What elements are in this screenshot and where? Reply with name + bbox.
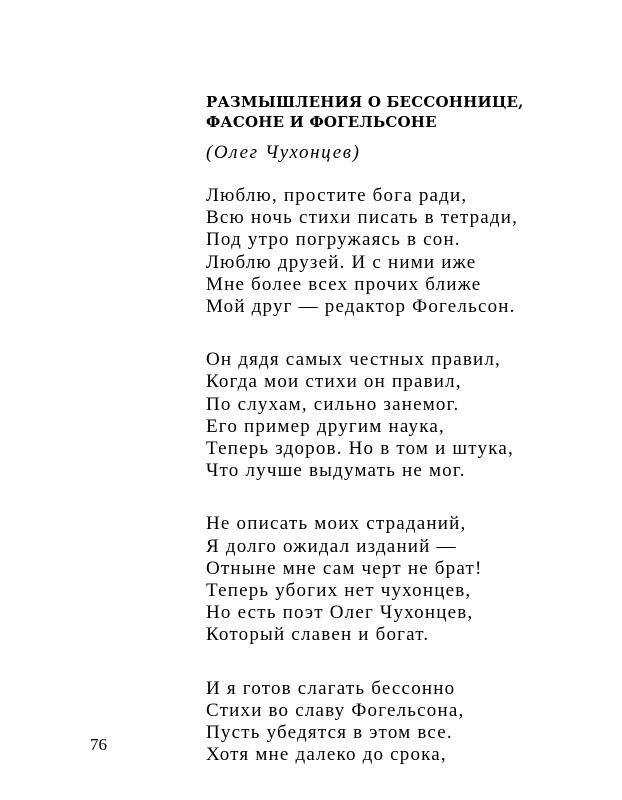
stanza-1 [206, 185, 606, 318]
stanza-3 [206, 513, 606, 646]
poem-body [206, 185, 606, 797]
poem-line: Пусть убедятся в этом все. [206, 722, 453, 744]
poem-title-line: ФАСОНЕ И ФОГЕЛЬСОНЕ [206, 113, 437, 131]
poem-title-line: РАЗМЫШЛЕНИЯ О БЕССОННИЦЕ, [206, 93, 524, 111]
poem-line: Хотя мне далеко до срока, [206, 744, 447, 766]
poem-line: Я долго ожидал изданий — [206, 535, 457, 557]
poem-line: Который славен и богат. [206, 624, 430, 646]
poem-line: Что лучше выдумать не мог. [206, 460, 466, 482]
poem-line: Теперь здоров. Но в том и штука, [206, 438, 514, 460]
stanza-2 [206, 349, 606, 482]
poem-line: Не описать моих страданий, [206, 513, 467, 535]
poem-line: Отныне мне сам черт не брат! [206, 557, 483, 579]
poem-line: Люблю друзей. И с ними иже [206, 251, 477, 273]
poem-line: Он дядя самых честных правил, [206, 349, 501, 371]
poem-line: Мой друг — редактор Фогельсон. [206, 296, 516, 318]
poem-line: Мне более всех прочих ближе [206, 273, 482, 295]
poem-author: (Олег Чухонцев) [206, 142, 361, 163]
poem-line: Но есть поэт Олег Чухонцев, [206, 602, 474, 624]
poem-line: Под утро погружаясь в сон. [206, 229, 461, 251]
poem-line: Люблю, простите бога ради, [206, 185, 468, 206]
poem-line: Теперь убогих нет чухонцев, [206, 580, 472, 602]
page-number: 76 [90, 735, 107, 754]
poem-line: Всю ночь стихи писать в тетради, [206, 207, 519, 229]
stanza-4 [206, 678, 606, 767]
poem-line: Когда мои стихи он правил, [206, 371, 462, 393]
poem-line: И я готов слагать бессонно [206, 677, 456, 699]
poem-line: Стихи во славу Фогельсона, [206, 699, 465, 721]
poem-line: Его пример другим наука, [206, 415, 445, 437]
poem-title [206, 92, 586, 132]
poem-line: По слухам, сильно занемог. [206, 393, 460, 415]
